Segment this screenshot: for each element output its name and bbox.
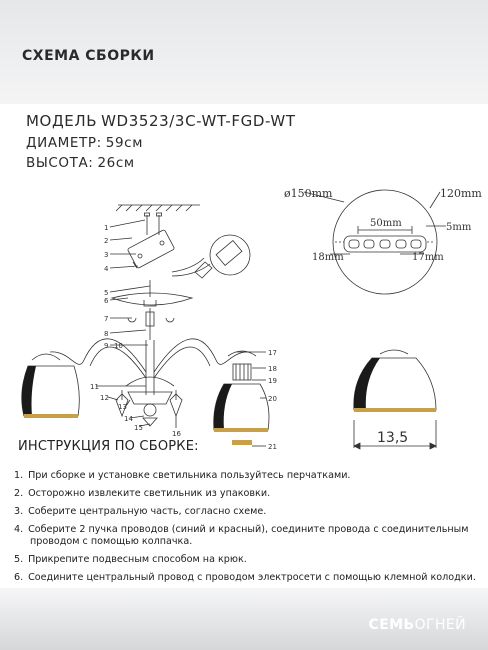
instruction-steps	[14, 470, 484, 590]
svg-text:10: 10	[114, 342, 123, 350]
svg-text:1: 1	[104, 224, 109, 232]
ceiling-hatch	[116, 205, 200, 211]
svg-text:3: 3	[104, 251, 109, 259]
instruction-step: 3. Соберите центральную часть, согласно схеме.	[14, 506, 267, 517]
left-shade	[22, 354, 80, 418]
svg-text:7: 7	[104, 315, 109, 323]
svg-text:16: 16	[172, 430, 181, 438]
instruction-step: 4. Соберите 2 пучка проводов (синий и красный), соедините провода с соединительным проводом с помощью колпачка.	[14, 524, 469, 547]
model-label: МОДЕЛЬ	[26, 112, 98, 130]
instruction-step: 6. Соедините центральный провод с проводом электросети с помощью клемной колодки.	[14, 572, 476, 583]
lamp-arms	[50, 339, 250, 378]
svg-text:14: 14	[124, 415, 133, 423]
dim-right-edge: 17mm	[412, 252, 444, 263]
svg-text:9: 9	[104, 342, 109, 350]
height-label: ВЫСОТА:	[26, 155, 94, 171]
instruction-step: 2. Осторожно извлеките светильник из упаковки.	[14, 488, 271, 499]
mounting-screws	[145, 213, 162, 235]
svg-text:11: 11	[90, 383, 99, 391]
mount-detail	[304, 190, 446, 294]
svg-text:13: 13	[118, 403, 127, 411]
height-value: 26см	[97, 155, 135, 171]
diameter-value: 59см	[105, 135, 143, 151]
page-title: СХЕМА СБОРКИ	[22, 48, 155, 64]
mounting-bar	[127, 229, 174, 268]
svg-text:4: 4	[104, 265, 109, 273]
svg-text:15: 15	[134, 424, 143, 432]
svg-text:18: 18	[268, 365, 277, 373]
svg-text:20: 20	[268, 395, 277, 403]
dim-depth: 120mm	[440, 187, 482, 200]
svg-text:5: 5	[104, 289, 109, 297]
canopy	[112, 280, 192, 340]
model-value: WD3523/3C-WT-FGD-WT	[101, 112, 296, 130]
svg-text:21: 21	[268, 443, 277, 451]
wire-connector	[172, 235, 250, 278]
instruction-step: 5. Прикрепите подвесным способом на крюк.	[14, 554, 247, 565]
svg-text:2: 2	[104, 237, 109, 245]
dim-left-edge: 18mm	[312, 252, 344, 263]
diameter-label: ДИАМЕТР:	[26, 135, 102, 151]
svg-text:12: 12	[100, 394, 109, 402]
shade-width-label: 13,5	[377, 430, 409, 446]
dim-diameter: ø150mm	[284, 187, 333, 200]
svg-text:6: 6	[104, 297, 109, 305]
svg-text:17: 17	[268, 349, 277, 357]
svg-text:19: 19	[268, 377, 277, 385]
svg-text:8: 8	[104, 330, 109, 338]
central-body	[126, 340, 174, 426]
instructions-title: ИНСТРУКЦИЯ ПО СБОРКЕ:	[18, 439, 199, 454]
dim-spacing: 50mm	[370, 218, 402, 229]
dim-slot: 5mm	[446, 222, 472, 233]
brand-logo: СЕМЬОГНЕЙ	[368, 617, 466, 633]
instruction-step: 1. При сборке и установке светильника пользуйтесь перчатками.	[14, 470, 351, 481]
